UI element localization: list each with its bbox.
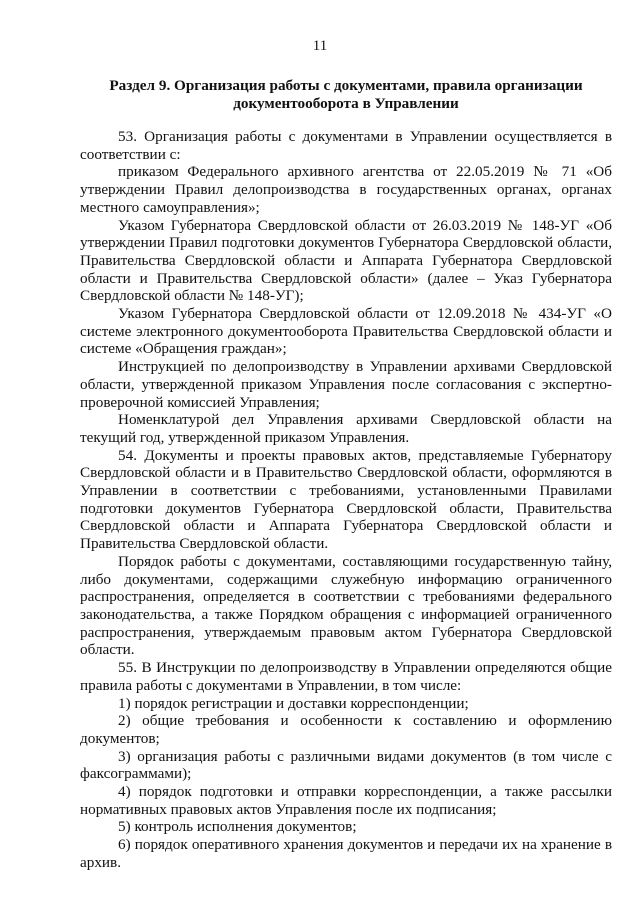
page-number: 11: [312, 38, 328, 54]
list-item-1: 1) порядок регистрации и доставки корреспонденции;: [118, 694, 469, 712]
list-item-5: 5) контроль исполнения документов;: [118, 818, 357, 836]
section-title-line-1: Раздел 9. Организация работы с документами, правила организации: [109, 77, 583, 94]
section-title-line-2: документооборота в Управлении: [233, 95, 459, 112]
list-item-2: 2) общие требования и особенности к составлению и оформлению документов;: [80, 712, 612, 747]
list-item-3: 3) организация работы с различными видами документов (в том числе с факсограммами);: [80, 747, 612, 783]
paragraph-federal-archive-order: приказом Федерального архивного агентства от 22.05.2019 № 71 «Об утверждении Правил делопроизводства в государственных органах, органах местного самоуправления»;: [80, 163, 612, 216]
paragraph-instruction: Инструкцией по делопроизводству в Управлении архивами Свердловской области, утвержденной приказом Управления после согласования с экспертно-проверочной комиссией Управления;: [80, 358, 612, 411]
paragraph-state-secret: Порядок работы с документами, составляющими государственную тайну, либо документами, содержащими служебную информацию ограниченного распространения, определяется в соответствии с требованиями федерального законодательства, а также Порядком обращения с информацией ограниченного распространения, утверждаемым правовым актом Губернатора Свердловской области.: [80, 552, 612, 659]
paragraph-53-intro: 53. Организация работы с документами в Управлении осуществляется в соответствии с:: [80, 128, 612, 163]
document-body: [80, 128, 612, 872]
list-item-6: 6) порядок оперативного хранения документов и передачи их на хранение в архив.: [80, 836, 612, 871]
paragraph-54: 54. Документы и проекты правовых актов, представляемые Губернатору Свердловской области и в Правительство Свердловской области, оформляются в Управлении в соответствии с требованиями, установленными Правилами подготовки документов Губернатора Свердловской области, Правительства Свердловской области и Аппарата Губернатора Свердловской области и Правительства Свердловской области.: [80, 446, 612, 553]
paragraph-decree-148: Указом Губернатора Свердловской области от 26.03.2019 № 148-УГ «Об утверждении Правил подготовки документов Губернатора Свердловской области, Правительства Свердловской области и Аппарата Губернатора Свердловской области и Правительства Свердловской области» (далее – Указ Губернатора Свердловской области № 148-УГ);: [80, 216, 612, 305]
paragraph-nomenclature: Номенклатурой дел Управления архивами Свердловской области на текущий год, утвержденной приказом Управления.: [80, 411, 612, 446]
section-title: [80, 77, 612, 113]
list-item-4: 4) порядок подготовки и отправки корреспонденции, а также рассылки нормативных правовых актов Управления после их подписания;: [80, 783, 612, 818]
paragraph-55-intro: 55. В Инструкции по делопроизводству в Управлении определяются общие правила работы с документами в Управлении, в том числе:: [80, 659, 612, 694]
paragraph-decree-434: Указом Губернатора Свердловской области от 12.09.2018 № 434-УГ «О системе электронного документооборота Правительства Свердловской области и системе «Обращения граждан»;: [80, 305, 612, 358]
